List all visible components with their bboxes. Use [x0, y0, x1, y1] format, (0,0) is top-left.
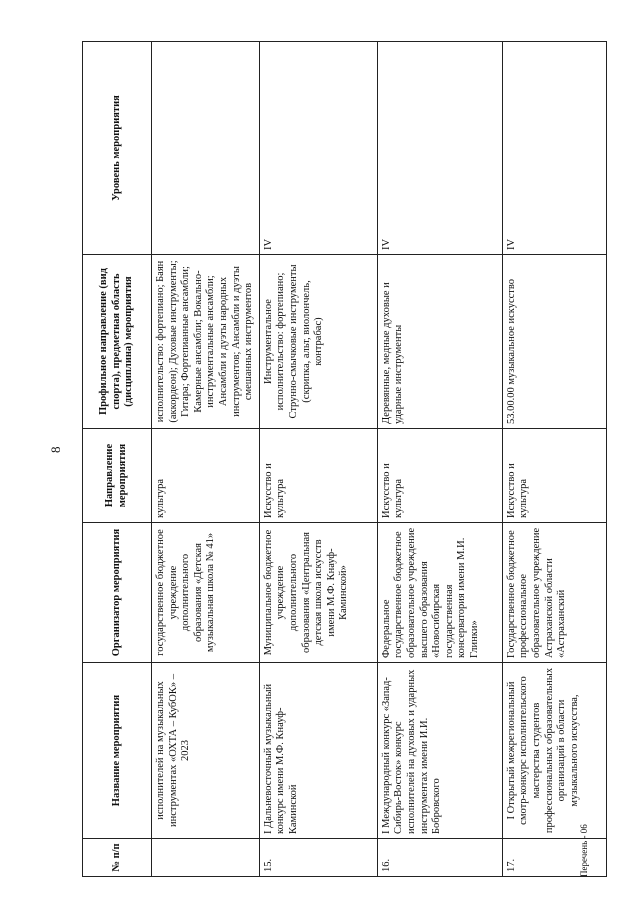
row-num: 15.: [259, 839, 377, 877]
row-profile: Деревянные, медные духовые и ударные инструменты: [377, 255, 502, 429]
table-row: [502, 42, 606, 877]
row-profile: Инструментальное исполнительство: фортепиано; Струнно-смычковые инструменты (скрипка, альт, виолончель, контрабас): [259, 255, 377, 429]
row-profile: исполнительство: фортепиано; Баян (аккордеон); Духовые инструменты; Гитара; Фортепианные ансамбли; Камерные ансамбли; Вокально-инструментальные ансамбли; Ансамбли и дуэты народных инструментов; Ансамбли и дуэты смешанных инструментов: [152, 255, 260, 429]
header-num: № п/п: [83, 839, 152, 877]
row-level: IV: [377, 42, 502, 255]
header-profile: Профильное направление (вид спорта), предметная область (дисциплина) мероприятия: [83, 255, 152, 429]
row-num: [152, 839, 260, 877]
row-direction: Искусство и культура: [502, 429, 606, 523]
row-name: I Международный конкурс «Запад-Сибирь-Восток» конкурс исполнителей на духовых и ударных инструментах имени И.И. Бобровского: [377, 663, 502, 839]
row-level: [152, 42, 260, 255]
row-num: 16.: [377, 839, 502, 877]
row-name: I Дальневосточный музыкальный конкурс имени М.Ф. Кнауф-Каминской: [259, 663, 377, 839]
row-organizer: государственное бюджетное учреждение дополнительного образования «Детская музыкальная школа № 41»: [152, 523, 260, 663]
row-direction: Искусство и культура: [377, 429, 502, 523]
row-organizer: Государственное бюджетное профессиональное образовательное учреждение Астраханской области «Астраханский: [502, 523, 606, 663]
row-name: исполнителей на музыкальных инструментах «ОХТА – КубОК» – 2023: [152, 663, 260, 839]
row-num: 17.: [502, 839, 606, 877]
header-organizer: Организатор мероприятия: [83, 523, 152, 663]
row-level: IV: [502, 42, 606, 255]
row-level: IV: [259, 42, 377, 255]
table-row: [259, 42, 377, 877]
table-row: [152, 42, 260, 877]
rotated-page-content: [48, 27, 602, 877]
row-direction: культура: [152, 429, 260, 523]
header-direction: Направление мероприятия: [83, 429, 152, 523]
footer-note: Перечень - 06: [579, 824, 589, 877]
row-organizer: Муниципальное бюджетное учреждение дополнительного образования «Центральная детская школа искусств имени М.Ф. Кнауф-Каминской»: [259, 523, 377, 663]
page-number: 8: [48, 446, 63, 453]
events-table: [82, 41, 607, 877]
row-direction: Искусство и культура: [259, 429, 377, 523]
table-header-row: [83, 42, 152, 877]
header-name: Название мероприятия: [83, 663, 152, 839]
table-row: [377, 42, 502, 877]
row-organizer: Федеральное государственное бюджетное образовательное учреждение высшего образования «Новосибирская государственная консерватория имени М.И. Глинки»: [377, 523, 502, 663]
header-level: Уровень мероприятия: [83, 42, 152, 255]
row-name: I Открытый межрегиональный смотр-конкурс исполнительского мастерства студентов профессиональных образовательных организаций в области музыкального искусства,: [502, 663, 606, 839]
row-profile: 53.00.00 музыкальное искусство: [502, 255, 606, 429]
